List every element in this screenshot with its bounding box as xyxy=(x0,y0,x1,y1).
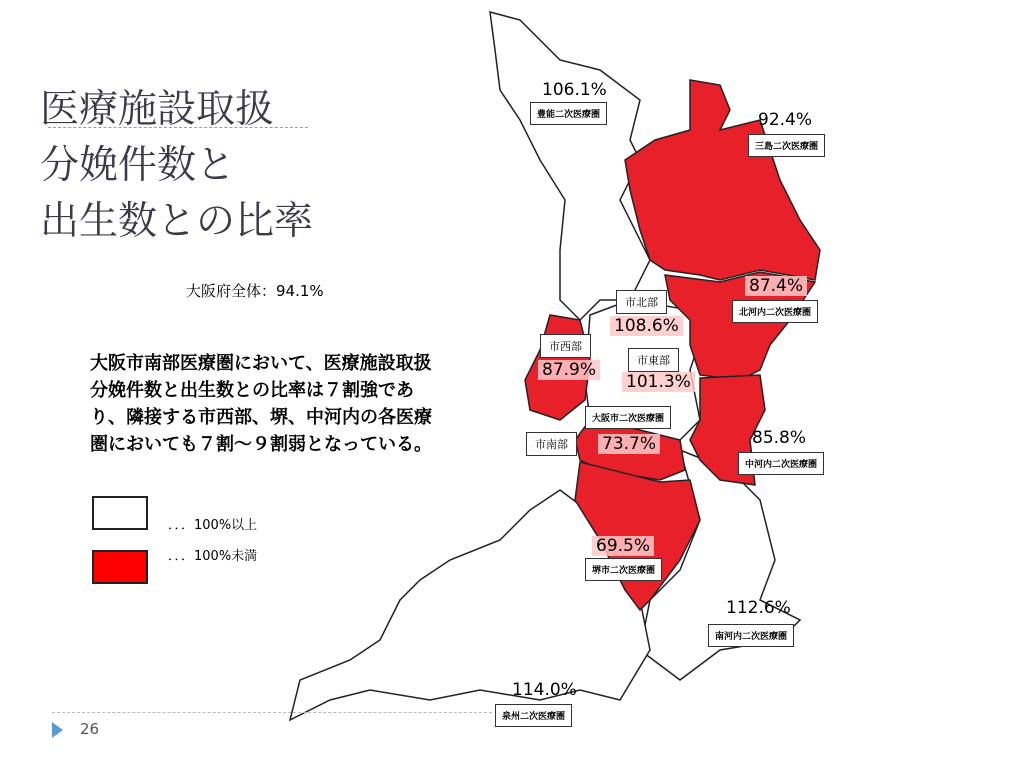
label-city-west: 市西部 xyxy=(540,334,591,358)
footer-arrow-icon xyxy=(52,722,63,738)
title-line-3: 出生数との比率 xyxy=(40,199,314,244)
pct-nakakawachi: 85.8% xyxy=(752,428,807,448)
pct-city-north: 108.6% xyxy=(610,316,683,336)
pct-minamikawachi: 112.6% xyxy=(726,598,791,618)
label-mishima: 三島二次医療圏 xyxy=(748,134,825,157)
title-line-1: 医療施設取扱 xyxy=(40,87,275,132)
pct-kitakawachi: 87.4% xyxy=(745,276,807,296)
label-nakakawachi: 中河内二次医療圏 xyxy=(738,452,824,475)
page-number: 26 xyxy=(80,720,100,738)
pct-osaka-city: 101.3% xyxy=(622,372,695,392)
label-sakai: 堺市二次医療圏 xyxy=(585,558,662,581)
footer-divider xyxy=(52,712,492,713)
label-senshu: 泉州二次医療圏 xyxy=(495,704,572,727)
label-kitakawachi: 北河内二次医療圏 xyxy=(732,300,818,323)
description-text: 大阪市南部医療圏において、医療施設取扱分娩件数と出生数との比率は７割強であり、隣接する市西部、堺、中河内の各医療圏においても７割～９割弱となっている。 xyxy=(90,353,432,455)
pct-mishima: 92.4% xyxy=(758,110,813,130)
label-minamikawachi: 南河内二次医療圏 xyxy=(708,624,794,647)
label-city-east: 市東部 xyxy=(628,348,679,372)
label-toyono: 豊能二次医療圏 xyxy=(530,102,607,125)
title-line-2: 分娩件数と xyxy=(40,143,236,188)
pct-sakai: 69.5% xyxy=(592,536,654,556)
label-city-south: 市南部 xyxy=(526,432,577,456)
pct-senshu: 114.0% xyxy=(512,680,577,700)
overall-ratio: 大阪府全体：94.1% xyxy=(186,282,324,300)
legend-label-above: ．．．100%以上 xyxy=(168,518,258,533)
label-osaka-city: 大阪市二次医療圏 xyxy=(585,406,671,429)
label-city-north: 市北部 xyxy=(616,290,667,314)
pct-city-west: 87.9% xyxy=(538,360,600,380)
legend-label-below: ．．．100%未満 xyxy=(168,549,258,564)
pct-toyono: 106.1% xyxy=(542,80,607,100)
pct-city-south: 73.7% xyxy=(598,434,660,454)
